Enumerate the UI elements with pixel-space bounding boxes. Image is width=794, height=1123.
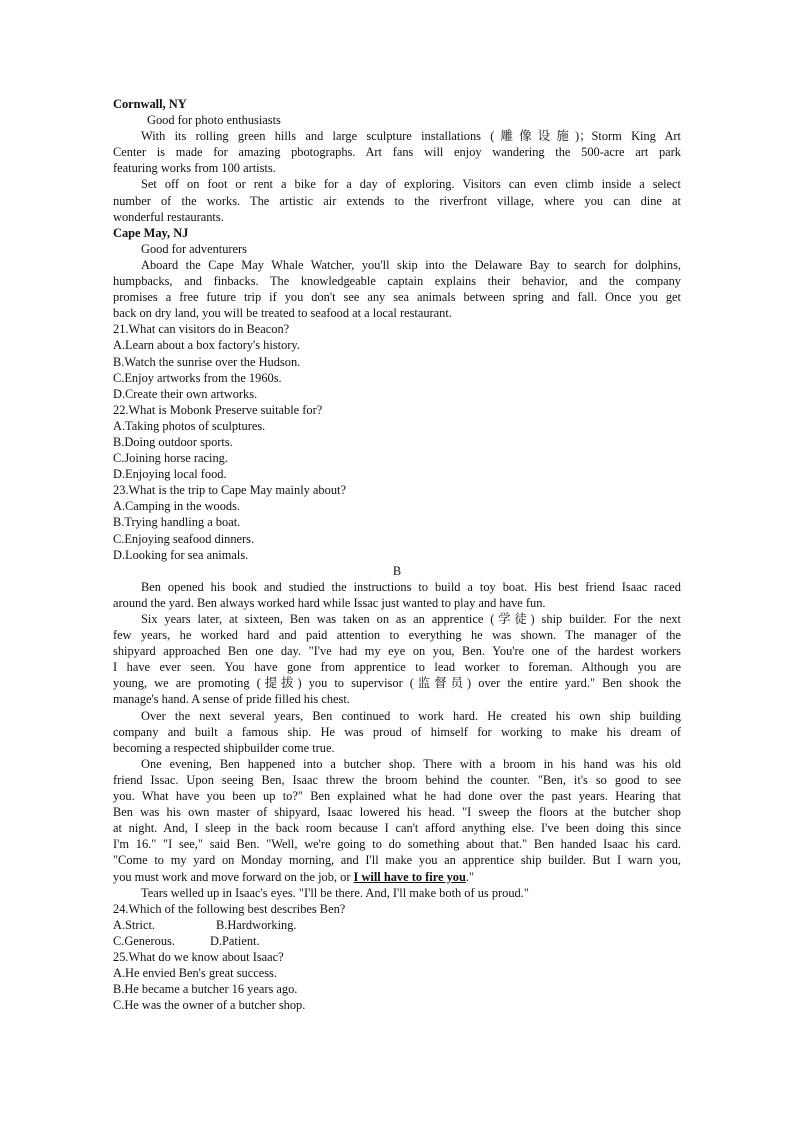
story-line: shipyard approached Ben one day. "I've had my eye on you, Ben. You're one of the hardest workers [113, 644, 681, 659]
answer-option: D.Looking for sea animals. [113, 547, 249, 562]
story-line: Ben opened his book and studied the instructions to build a toy boat. His best friend Isaac raced [141, 579, 681, 594]
answer-option: B.Hardworking. [216, 917, 297, 932]
answer-option: C.Enjoy artworks from the 1960s. [113, 370, 282, 385]
answer-option: C.He was the owner of a butcher shop. [113, 998, 306, 1013]
answer-option: A.Taking photos of sculptures. [113, 418, 266, 433]
story-text: ." [465, 869, 475, 884]
story-line: around the yard. Ben always worked hard while Issac just wanted to play and have fun. [113, 595, 546, 610]
cornwall-p2-line: Set off on foot or rent a bike for a day of exploring. Visitors can even climb inside a select [141, 177, 681, 192]
answer-option: C.Generous. [113, 933, 175, 948]
answer-option: C.Enjoying seafood dinners. [113, 531, 255, 546]
story-line: young, we are promoting (提拔) you to supervisor (监督员) over the entire yard." Ben shook the [113, 676, 681, 691]
answer-option: A.He envied Ben's great success. [113, 966, 277, 981]
document-page [113, 96, 681, 1013]
answer-option: B.Watch the sunrise over the Hudson. [113, 354, 301, 369]
answer-option: B.He became a butcher 16 years ago. [113, 982, 298, 997]
answer-option: A.Camping in the woods. [113, 499, 240, 514]
story-line: few years, he worked hard and paid attention to everything he was shown. The manager of the [113, 628, 681, 643]
answer-option: A.Strict. [113, 917, 155, 932]
capemay-tag: Good for adventurers [141, 241, 247, 256]
story-line: you. What have you been up to?" Ben explained what he had done over the past years. Hearing that [113, 789, 681, 804]
story-line: company and built a famous ship. He was proud of himself for working to make his dream of [113, 724, 681, 739]
answer-option: C.Joining horse racing. [113, 451, 228, 466]
answer-option: A.Learn about a box factory's history. [113, 338, 300, 353]
answer-option: D.Create their own artworks. [113, 386, 258, 401]
cornwall-p1-line: Center is made for amazing pbotographs. Art fans will enjoy wandering the 500-acre art park [113, 145, 681, 160]
cornwall-p2-line: wonderful restaurants. [113, 209, 224, 224]
story-line: Over the next several years, Ben continued to work hard. He created his own ship building [141, 708, 681, 723]
story-line: becoming a respected shipbuilder come true. [113, 740, 335, 755]
cornwall-heading: Cornwall, NY [113, 97, 187, 111]
question-stem: 22.What is Mobonk Preserve suitable for? [113, 402, 323, 417]
answer-option: D.Enjoying local food. [113, 467, 227, 482]
answer-option-row [113, 933, 681, 949]
story-line: manage's hand. A sense of pride filled his chest. [113, 692, 350, 707]
story-line: Ben was his own master of shipyard, Isaac lowered his head. "I sweep the floors at the butcher shop [113, 805, 681, 820]
emphasized-phrase: I will have to fire you [353, 869, 466, 884]
cornwall-p1-line: featuring works from 100 artists. [113, 161, 276, 176]
story-line: "Come to my yard on Monday morning, and I'll make you an apprentice ship builder. But I warn you, [113, 853, 681, 868]
answer-option: B.Trying handling a boat. [113, 515, 241, 530]
cornwall-tag: Good for photo enthusiasts [147, 113, 281, 128]
story-line: at night. And, I sleep in the back room because I can't afford anything else. I've been doing this since [113, 821, 681, 836]
story-line-final [113, 869, 681, 885]
capemay-p1-line: promises a free future trip if you don't see any sea animals between spring and fall. Once you get [113, 290, 681, 305]
question-stem: 24.Which of the following best describes Ben? [113, 901, 346, 916]
story-line: One evening, Ben happened into a butcher shop. There with a broom in his hand was his old [141, 756, 681, 771]
story-line: Tears welled up in Isaac's eyes. "I'll be there. And, I'll make both of us proud." [141, 885, 529, 900]
story-line: I have ever seen. You have gone from apprentice to lead worker to foreman. Although you are [113, 660, 681, 675]
capemay-p1-line: Aboard the Cape May Whale Watcher, you'll skip into the Delaware Bay to search for dolphins, [141, 257, 681, 272]
answer-option-row [113, 917, 681, 933]
capemay-p1-line: humpbacks, and finbacks. The knowledgeable captain explains their behavior, and the company [113, 274, 681, 289]
story-line: Six years later, at sixteen, Ben was taken on as an apprentice (学徒) ship builder. For the next [141, 612, 681, 626]
question-stem: 23.What is the trip to Cape May mainly about? [113, 483, 346, 498]
cornwall-p2-line: number of the works. The artistic air extends to the riverfront village, where you can dine at [113, 193, 681, 208]
question-stem: 21.What can visitors do in Beacon? [113, 322, 290, 337]
answer-option: D.Patient. [210, 933, 260, 948]
story-text: you must work and move forward on the job, or [113, 869, 354, 884]
story-line: friend Issac. Upon seeing Ben, Isaac threw the broom behind the counter. "Ben, it's so good to see [113, 772, 681, 787]
capemay-heading: Cape May, NJ [113, 225, 189, 240]
cornwall-p1-line: With its rolling green hills and large sculpture installations (雕像设施)；Storm King Art [141, 129, 681, 144]
story-line: I'm 16." "I see," said Ben. "Well, we're going to do something about that." Ben handed Isaac his card. [113, 837, 681, 852]
capemay-p1-line: back on dry land, you will be treated to seafood at a local restaurant. [113, 306, 452, 321]
section-label: B [392, 563, 402, 578]
question-stem: 25.What do we know about Isaac? [113, 949, 284, 964]
answer-option: B.Doing outdoor sports. [113, 434, 233, 449]
